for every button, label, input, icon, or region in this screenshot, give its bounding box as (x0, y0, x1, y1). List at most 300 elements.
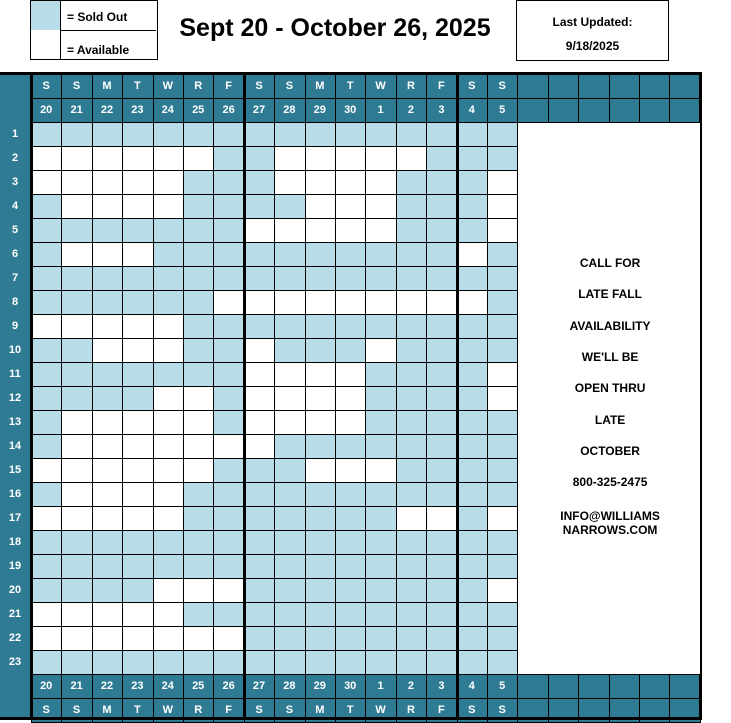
available-cell[interactable] (92, 434, 123, 459)
sold-out-cell[interactable] (426, 242, 457, 267)
sold-out-cell[interactable] (244, 314, 275, 339)
sold-out-cell[interactable] (365, 410, 396, 435)
sold-out-cell[interactable] (213, 506, 244, 531)
available-cell[interactable] (487, 386, 518, 411)
sold-out-cell[interactable] (274, 194, 305, 219)
available-cell[interactable] (274, 386, 305, 411)
sold-out-cell[interactable] (396, 578, 427, 603)
available-cell[interactable] (92, 194, 123, 219)
sold-out-cell[interactable] (244, 506, 275, 531)
sold-out-cell[interactable] (274, 530, 305, 555)
sold-out-cell[interactable] (274, 578, 305, 603)
available-cell[interactable] (153, 626, 184, 651)
available-cell[interactable] (122, 482, 153, 507)
sold-out-cell[interactable] (213, 362, 244, 387)
available-cell[interactable] (61, 242, 92, 267)
sold-out-cell[interactable] (61, 266, 92, 291)
sold-out-cell[interactable] (335, 578, 366, 603)
sold-out-cell[interactable] (183, 290, 214, 315)
sold-out-cell[interactable] (305, 266, 336, 291)
sold-out-cell[interactable] (396, 554, 427, 579)
sold-out-cell[interactable] (396, 626, 427, 651)
available-cell[interactable] (92, 482, 123, 507)
sold-out-cell[interactable] (213, 242, 244, 267)
available-cell[interactable] (274, 362, 305, 387)
available-cell[interactable] (213, 626, 244, 651)
available-cell[interactable] (396, 146, 427, 171)
available-cell[interactable] (61, 434, 92, 459)
available-cell[interactable] (122, 242, 153, 267)
sold-out-cell[interactable] (457, 122, 488, 147)
sold-out-cell[interactable] (153, 362, 184, 387)
sold-out-cell[interactable] (426, 410, 457, 435)
sold-out-cell[interactable] (426, 650, 457, 675)
sold-out-cell[interactable] (396, 218, 427, 243)
sold-out-cell[interactable] (213, 602, 244, 627)
sold-out-cell[interactable] (92, 218, 123, 243)
sold-out-cell[interactable] (457, 506, 488, 531)
sold-out-cell[interactable] (365, 626, 396, 651)
sold-out-cell[interactable] (31, 482, 62, 507)
sold-out-cell[interactable] (426, 578, 457, 603)
sold-out-cell[interactable] (365, 554, 396, 579)
available-cell[interactable] (92, 338, 123, 363)
sold-out-cell[interactable] (305, 626, 336, 651)
available-cell[interactable] (153, 458, 184, 483)
sold-out-cell[interactable] (31, 242, 62, 267)
available-cell[interactable] (92, 458, 123, 483)
sold-out-cell[interactable] (426, 146, 457, 171)
sold-out-cell[interactable] (365, 506, 396, 531)
sold-out-cell[interactable] (213, 650, 244, 675)
sold-out-cell[interactable] (31, 122, 62, 147)
sold-out-cell[interactable] (183, 530, 214, 555)
available-cell[interactable] (92, 146, 123, 171)
available-cell[interactable] (305, 170, 336, 195)
sold-out-cell[interactable] (457, 386, 488, 411)
available-cell[interactable] (31, 626, 62, 651)
sold-out-cell[interactable] (244, 578, 275, 603)
sold-out-cell[interactable] (335, 122, 366, 147)
available-cell[interactable] (61, 458, 92, 483)
sold-out-cell[interactable] (213, 338, 244, 363)
sold-out-cell[interactable] (183, 266, 214, 291)
available-cell[interactable] (153, 170, 184, 195)
sold-out-cell[interactable] (457, 410, 488, 435)
sold-out-cell[interactable] (457, 530, 488, 555)
sold-out-cell[interactable] (457, 458, 488, 483)
sold-out-cell[interactable] (396, 242, 427, 267)
sold-out-cell[interactable] (31, 434, 62, 459)
available-cell[interactable] (61, 410, 92, 435)
available-cell[interactable] (153, 410, 184, 435)
sold-out-cell[interactable] (426, 530, 457, 555)
available-cell[interactable] (335, 290, 366, 315)
sold-out-cell[interactable] (274, 242, 305, 267)
sold-out-cell[interactable] (244, 266, 275, 291)
available-cell[interactable] (183, 578, 214, 603)
sold-out-cell[interactable] (274, 122, 305, 147)
available-cell[interactable] (274, 290, 305, 315)
sold-out-cell[interactable] (274, 602, 305, 627)
sold-out-cell[interactable] (274, 314, 305, 339)
available-cell[interactable] (213, 290, 244, 315)
available-cell[interactable] (92, 242, 123, 267)
sold-out-cell[interactable] (365, 530, 396, 555)
available-cell[interactable] (335, 170, 366, 195)
sold-out-cell[interactable] (426, 218, 457, 243)
available-cell[interactable] (365, 170, 396, 195)
sold-out-cell[interactable] (426, 434, 457, 459)
available-cell[interactable] (122, 146, 153, 171)
available-cell[interactable] (213, 578, 244, 603)
available-cell[interactable] (31, 602, 62, 627)
sold-out-cell[interactable] (153, 290, 184, 315)
sold-out-cell[interactable] (426, 170, 457, 195)
sold-out-cell[interactable] (335, 242, 366, 267)
available-cell[interactable] (92, 314, 123, 339)
sold-out-cell[interactable] (335, 482, 366, 507)
sold-out-cell[interactable] (274, 554, 305, 579)
available-cell[interactable] (61, 170, 92, 195)
sold-out-cell[interactable] (153, 650, 184, 675)
available-cell[interactable] (153, 434, 184, 459)
sold-out-cell[interactable] (122, 578, 153, 603)
sold-out-cell[interactable] (213, 410, 244, 435)
available-cell[interactable] (153, 578, 184, 603)
sold-out-cell[interactable] (61, 338, 92, 363)
sold-out-cell[interactable] (335, 506, 366, 531)
sold-out-cell[interactable] (213, 266, 244, 291)
sold-out-cell[interactable] (365, 434, 396, 459)
sold-out-cell[interactable] (396, 122, 427, 147)
sold-out-cell[interactable] (153, 242, 184, 267)
available-cell[interactable] (305, 386, 336, 411)
sold-out-cell[interactable] (244, 626, 275, 651)
available-cell[interactable] (244, 362, 275, 387)
available-cell[interactable] (61, 314, 92, 339)
sold-out-cell[interactable] (457, 266, 488, 291)
sold-out-cell[interactable] (183, 482, 214, 507)
sold-out-cell[interactable] (457, 314, 488, 339)
sold-out-cell[interactable] (487, 650, 518, 675)
sold-out-cell[interactable] (487, 122, 518, 147)
sold-out-cell[interactable] (365, 314, 396, 339)
sold-out-cell[interactable] (457, 338, 488, 363)
available-cell[interactable] (274, 410, 305, 435)
sold-out-cell[interactable] (31, 194, 62, 219)
sold-out-cell[interactable] (183, 362, 214, 387)
sold-out-cell[interactable] (274, 506, 305, 531)
sold-out-cell[interactable] (426, 386, 457, 411)
available-cell[interactable] (365, 338, 396, 363)
sold-out-cell[interactable] (274, 434, 305, 459)
available-cell[interactable] (487, 218, 518, 243)
sold-out-cell[interactable] (61, 650, 92, 675)
available-cell[interactable] (61, 506, 92, 531)
available-cell[interactable] (305, 458, 336, 483)
sold-out-cell[interactable] (274, 650, 305, 675)
available-cell[interactable] (153, 338, 184, 363)
sold-out-cell[interactable] (487, 146, 518, 171)
sold-out-cell[interactable] (183, 218, 214, 243)
sold-out-cell[interactable] (31, 554, 62, 579)
available-cell[interactable] (244, 386, 275, 411)
sold-out-cell[interactable] (365, 266, 396, 291)
sold-out-cell[interactable] (213, 146, 244, 171)
sold-out-cell[interactable] (244, 602, 275, 627)
sold-out-cell[interactable] (244, 530, 275, 555)
sold-out-cell[interactable] (365, 386, 396, 411)
sold-out-cell[interactable] (183, 314, 214, 339)
sold-out-cell[interactable] (213, 194, 244, 219)
sold-out-cell[interactable] (122, 530, 153, 555)
sold-out-cell[interactable] (274, 338, 305, 363)
sold-out-cell[interactable] (335, 314, 366, 339)
sold-out-cell[interactable] (244, 554, 275, 579)
available-cell[interactable] (31, 146, 62, 171)
available-cell[interactable] (365, 194, 396, 219)
sold-out-cell[interactable] (305, 482, 336, 507)
sold-out-cell[interactable] (31, 650, 62, 675)
sold-out-cell[interactable] (426, 194, 457, 219)
available-cell[interactable] (335, 458, 366, 483)
sold-out-cell[interactable] (396, 530, 427, 555)
sold-out-cell[interactable] (31, 578, 62, 603)
sold-out-cell[interactable] (122, 554, 153, 579)
sold-out-cell[interactable] (426, 458, 457, 483)
available-cell[interactable] (213, 434, 244, 459)
available-cell[interactable] (92, 410, 123, 435)
available-cell[interactable] (122, 338, 153, 363)
sold-out-cell[interactable] (426, 266, 457, 291)
sold-out-cell[interactable] (426, 122, 457, 147)
available-cell[interactable] (305, 290, 336, 315)
sold-out-cell[interactable] (365, 242, 396, 267)
available-cell[interactable] (365, 458, 396, 483)
available-cell[interactable] (335, 146, 366, 171)
sold-out-cell[interactable] (487, 530, 518, 555)
available-cell[interactable] (244, 338, 275, 363)
sold-out-cell[interactable] (92, 650, 123, 675)
sold-out-cell[interactable] (274, 266, 305, 291)
sold-out-cell[interactable] (31, 530, 62, 555)
available-cell[interactable] (457, 290, 488, 315)
sold-out-cell[interactable] (305, 242, 336, 267)
sold-out-cell[interactable] (487, 458, 518, 483)
available-cell[interactable] (61, 482, 92, 507)
available-cell[interactable] (305, 362, 336, 387)
sold-out-cell[interactable] (213, 530, 244, 555)
sold-out-cell[interactable] (305, 554, 336, 579)
sold-out-cell[interactable] (396, 410, 427, 435)
available-cell[interactable] (31, 170, 62, 195)
available-cell[interactable] (122, 434, 153, 459)
sold-out-cell[interactable] (61, 554, 92, 579)
sold-out-cell[interactable] (396, 458, 427, 483)
sold-out-cell[interactable] (122, 218, 153, 243)
sold-out-cell[interactable] (305, 338, 336, 363)
sold-out-cell[interactable] (213, 314, 244, 339)
sold-out-cell[interactable] (153, 530, 184, 555)
available-cell[interactable] (426, 506, 457, 531)
available-cell[interactable] (487, 362, 518, 387)
sold-out-cell[interactable] (487, 554, 518, 579)
available-cell[interactable] (61, 146, 92, 171)
sold-out-cell[interactable] (365, 482, 396, 507)
sold-out-cell[interactable] (213, 218, 244, 243)
available-cell[interactable] (305, 194, 336, 219)
sold-out-cell[interactable] (487, 434, 518, 459)
available-cell[interactable] (31, 314, 62, 339)
sold-out-cell[interactable] (335, 266, 366, 291)
sold-out-cell[interactable] (31, 362, 62, 387)
sold-out-cell[interactable] (396, 362, 427, 387)
available-cell[interactable] (274, 170, 305, 195)
sold-out-cell[interactable] (457, 194, 488, 219)
available-cell[interactable] (122, 602, 153, 627)
sold-out-cell[interactable] (457, 578, 488, 603)
available-cell[interactable] (122, 194, 153, 219)
available-cell[interactable] (335, 386, 366, 411)
sold-out-cell[interactable] (213, 554, 244, 579)
sold-out-cell[interactable] (335, 434, 366, 459)
sold-out-cell[interactable] (457, 362, 488, 387)
sold-out-cell[interactable] (487, 482, 518, 507)
sold-out-cell[interactable] (122, 362, 153, 387)
available-cell[interactable] (61, 602, 92, 627)
sold-out-cell[interactable] (487, 290, 518, 315)
sold-out-cell[interactable] (244, 170, 275, 195)
sold-out-cell[interactable] (92, 554, 123, 579)
sold-out-cell[interactable] (396, 170, 427, 195)
sold-out-cell[interactable] (396, 194, 427, 219)
sold-out-cell[interactable] (213, 482, 244, 507)
sold-out-cell[interactable] (122, 650, 153, 675)
sold-out-cell[interactable] (305, 578, 336, 603)
sold-out-cell[interactable] (335, 554, 366, 579)
sold-out-cell[interactable] (122, 266, 153, 291)
sold-out-cell[interactable] (305, 122, 336, 147)
sold-out-cell[interactable] (31, 218, 62, 243)
sold-out-cell[interactable] (365, 122, 396, 147)
sold-out-cell[interactable] (122, 290, 153, 315)
sold-out-cell[interactable] (31, 338, 62, 363)
sold-out-cell[interactable] (183, 194, 214, 219)
sold-out-cell[interactable] (305, 602, 336, 627)
sold-out-cell[interactable] (396, 314, 427, 339)
sold-out-cell[interactable] (457, 218, 488, 243)
available-cell[interactable] (31, 458, 62, 483)
sold-out-cell[interactable] (457, 602, 488, 627)
sold-out-cell[interactable] (244, 482, 275, 507)
available-cell[interactable] (122, 458, 153, 483)
available-cell[interactable] (183, 434, 214, 459)
sold-out-cell[interactable] (457, 650, 488, 675)
available-cell[interactable] (274, 146, 305, 171)
available-cell[interactable] (335, 218, 366, 243)
available-cell[interactable] (244, 218, 275, 243)
sold-out-cell[interactable] (61, 578, 92, 603)
available-cell[interactable] (183, 146, 214, 171)
available-cell[interactable] (183, 410, 214, 435)
available-cell[interactable] (61, 626, 92, 651)
available-cell[interactable] (365, 146, 396, 171)
sold-out-cell[interactable] (92, 290, 123, 315)
available-cell[interactable] (92, 170, 123, 195)
sold-out-cell[interactable] (396, 434, 427, 459)
available-cell[interactable] (153, 314, 184, 339)
sold-out-cell[interactable] (396, 386, 427, 411)
available-cell[interactable] (335, 410, 366, 435)
sold-out-cell[interactable] (335, 626, 366, 651)
sold-out-cell[interactable] (183, 602, 214, 627)
available-cell[interactable] (396, 290, 427, 315)
sold-out-cell[interactable] (122, 386, 153, 411)
available-cell[interactable] (487, 170, 518, 195)
available-cell[interactable] (61, 194, 92, 219)
available-cell[interactable] (305, 146, 336, 171)
sold-out-cell[interactable] (274, 482, 305, 507)
sold-out-cell[interactable] (396, 338, 427, 363)
available-cell[interactable] (153, 602, 184, 627)
available-cell[interactable] (183, 458, 214, 483)
sold-out-cell[interactable] (183, 122, 214, 147)
sold-out-cell[interactable] (31, 386, 62, 411)
available-cell[interactable] (487, 578, 518, 603)
sold-out-cell[interactable] (396, 266, 427, 291)
sold-out-cell[interactable] (61, 386, 92, 411)
sold-out-cell[interactable] (365, 602, 396, 627)
sold-out-cell[interactable] (122, 122, 153, 147)
sold-out-cell[interactable] (457, 626, 488, 651)
available-cell[interactable] (457, 242, 488, 267)
available-cell[interactable] (122, 506, 153, 531)
available-cell[interactable] (487, 194, 518, 219)
sold-out-cell[interactable] (426, 314, 457, 339)
sold-out-cell[interactable] (244, 146, 275, 171)
sold-out-cell[interactable] (305, 314, 336, 339)
sold-out-cell[interactable] (31, 266, 62, 291)
available-cell[interactable] (153, 386, 184, 411)
sold-out-cell[interactable] (183, 242, 214, 267)
available-cell[interactable] (365, 218, 396, 243)
sold-out-cell[interactable] (396, 602, 427, 627)
sold-out-cell[interactable] (457, 554, 488, 579)
available-cell[interactable] (274, 218, 305, 243)
sold-out-cell[interactable] (92, 362, 123, 387)
sold-out-cell[interactable] (305, 650, 336, 675)
available-cell[interactable] (153, 194, 184, 219)
sold-out-cell[interactable] (213, 386, 244, 411)
available-cell[interactable] (153, 146, 184, 171)
sold-out-cell[interactable] (92, 122, 123, 147)
sold-out-cell[interactable] (365, 650, 396, 675)
sold-out-cell[interactable] (244, 194, 275, 219)
sold-out-cell[interactable] (244, 122, 275, 147)
sold-out-cell[interactable] (31, 290, 62, 315)
sold-out-cell[interactable] (92, 266, 123, 291)
sold-out-cell[interactable] (153, 554, 184, 579)
available-cell[interactable] (122, 170, 153, 195)
sold-out-cell[interactable] (213, 122, 244, 147)
sold-out-cell[interactable] (183, 506, 214, 531)
available-cell[interactable] (153, 482, 184, 507)
sold-out-cell[interactable] (457, 434, 488, 459)
sold-out-cell[interactable] (183, 554, 214, 579)
sold-out-cell[interactable] (335, 602, 366, 627)
sold-out-cell[interactable] (61, 362, 92, 387)
